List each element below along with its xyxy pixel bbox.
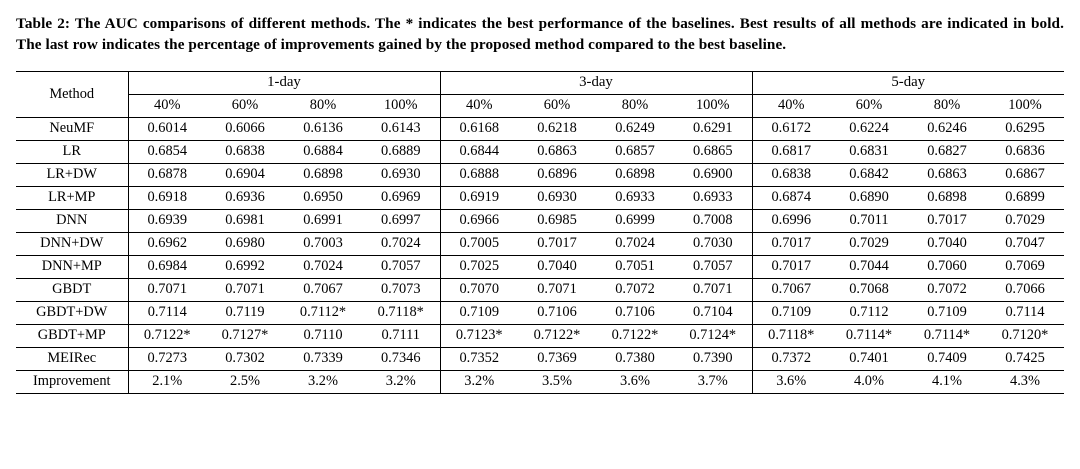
table-cell: 0.6842	[830, 164, 908, 187]
table-cell: 0.6863	[908, 164, 986, 187]
header-1day-40: 40%	[154, 97, 181, 114]
header-group-5day: 5-day	[752, 72, 1064, 95]
table-cell: 0.7346	[362, 348, 440, 371]
table-cell: 0.7069	[986, 256, 1064, 279]
table-cell: 0.7072	[908, 279, 986, 302]
table-cell: 0.7005	[440, 233, 518, 256]
table-cell: 3.2%	[284, 371, 362, 394]
table-cell: 3.5%	[518, 371, 596, 394]
table-cell: 0.7047	[986, 233, 1064, 256]
table-cell: 0.6249	[596, 118, 674, 141]
table-cell: 0.6919	[440, 187, 518, 210]
table-cell: 0.7127*	[206, 325, 284, 348]
table-cell: 0.6838	[206, 141, 284, 164]
header-3day-60: 60%	[543, 97, 571, 114]
table-row	[16, 371, 1064, 394]
table-cell: 2.5%	[206, 371, 284, 394]
table-cell: 0.7057	[674, 256, 752, 279]
header-group-3day: 3-day	[440, 72, 752, 95]
table-cell: 0.7071	[674, 279, 752, 302]
row-method-label: DNN+MP	[16, 256, 128, 279]
table-row	[16, 118, 1064, 141]
table-cell: 0.6246	[908, 118, 986, 141]
table-row	[16, 187, 1064, 210]
table-cell: 0.6014	[128, 118, 206, 141]
table-header-groups	[16, 72, 1064, 95]
table-cell: 0.7017	[752, 256, 830, 279]
table-cell: 0.6890	[830, 187, 908, 210]
table-cell: 0.7114*	[830, 325, 908, 348]
table-cell: 0.6863	[518, 141, 596, 164]
table-cell: 0.6884	[284, 141, 362, 164]
table-cell: 0.7044	[830, 256, 908, 279]
table-cell: 0.7030	[674, 233, 752, 256]
table-cell: 0.7072	[596, 279, 674, 302]
table-cell: 0.6918	[128, 187, 206, 210]
table-cell: 3.2%	[440, 371, 518, 394]
table-cell: 4.0%	[830, 371, 908, 394]
table-cell: 4.1%	[908, 371, 986, 394]
table-cell: 0.6899	[986, 187, 1064, 210]
header-1day-80: 80%	[309, 97, 337, 114]
table-cell: 0.7071	[518, 279, 596, 302]
table-cell: 0.6143	[362, 118, 440, 141]
table-cell: 0.6898	[596, 164, 674, 187]
table-cell: 0.6992	[206, 256, 284, 279]
table-cell: 0.7067	[752, 279, 830, 302]
table-cell: 0.7122*	[128, 325, 206, 348]
table-cell: 0.7024	[284, 256, 362, 279]
row-method-label: LR	[16, 141, 128, 164]
table-cell: 0.7017	[752, 233, 830, 256]
table-row	[16, 141, 1064, 164]
table-cell: 0.6933	[674, 187, 752, 210]
table-cell: 0.7109	[752, 302, 830, 325]
table-cell: 0.7114	[986, 302, 1064, 325]
table-cell: 0.6867	[986, 164, 1064, 187]
table-cell: 0.6836	[986, 141, 1064, 164]
table-cell: 4.3%	[986, 371, 1064, 394]
table-row	[16, 325, 1064, 348]
table-cell: 0.7106	[596, 302, 674, 325]
table-cell: 0.7401	[830, 348, 908, 371]
table-cell: 0.6981	[206, 210, 284, 233]
table-cell: 0.7024	[596, 233, 674, 256]
table-cell: 0.7390	[674, 348, 752, 371]
header-1day-100: 100%	[383, 97, 418, 114]
table-cell: 0.7066	[986, 279, 1064, 302]
table-cell: 0.7040	[518, 256, 596, 279]
table-cell: 0.7017	[908, 210, 986, 233]
table-cell: 0.6936	[206, 187, 284, 210]
table-cell: 0.7073	[362, 279, 440, 302]
table-cell: 0.7003	[284, 233, 362, 256]
table-cell: 0.6939	[128, 210, 206, 233]
row-method-label: GBDT+DW	[16, 302, 128, 325]
table-cell: 0.6218	[518, 118, 596, 141]
table-cell: 0.6838	[752, 164, 830, 187]
table-cell: 0.6898	[284, 164, 362, 187]
table-cell: 0.6900	[674, 164, 752, 187]
row-method-label: DNN	[16, 210, 128, 233]
header-5day-80: 80%	[933, 97, 961, 114]
table-cell: 0.6291	[674, 118, 752, 141]
table-cell: 0.7339	[284, 348, 362, 371]
table-cell: 0.6980	[206, 233, 284, 256]
table-cell: 0.6966	[440, 210, 518, 233]
table-cell: 0.7060	[908, 256, 986, 279]
row-method-label: GBDT	[16, 279, 128, 302]
table-cell: 0.6844	[440, 141, 518, 164]
table-cell: 0.6996	[752, 210, 830, 233]
table-cell: 0.6224	[830, 118, 908, 141]
table-cell: 0.7120*	[986, 325, 1064, 348]
table-cell: 0.6930	[518, 187, 596, 210]
table-cell: 0.7029	[986, 210, 1064, 233]
table-cell: 0.6962	[128, 233, 206, 256]
table-cell: 0.6985	[518, 210, 596, 233]
table-row	[16, 256, 1064, 279]
table-cell: 0.7124*	[674, 325, 752, 348]
table-cell: 0.6817	[752, 141, 830, 164]
table-cell: 0.7122*	[518, 325, 596, 348]
table-cell: 0.6933	[596, 187, 674, 210]
table-cell: 0.6896	[518, 164, 596, 187]
auc-comparison-table	[16, 71, 1064, 394]
header-5day-60: 60%	[855, 97, 883, 114]
table-cell: 0.7122*	[596, 325, 674, 348]
table-cell: 0.7070	[440, 279, 518, 302]
row-method-label: NeuMF	[16, 118, 128, 141]
table-cell: 0.6969	[362, 187, 440, 210]
table-cell: 3.7%	[674, 371, 752, 394]
table-cell: 0.7352	[440, 348, 518, 371]
table-cell: 0.6854	[128, 141, 206, 164]
header-5day-100: 100%	[1008, 97, 1042, 114]
header-3day-80: 80%	[621, 97, 649, 114]
table-cell: 0.7123*	[440, 325, 518, 348]
table-row	[16, 233, 1064, 256]
table-row	[16, 164, 1064, 187]
table-cell: 0.6991	[284, 210, 362, 233]
header-5day-40: 40%	[752, 95, 830, 118]
table-cell: 0.7040	[908, 233, 986, 256]
row-method-label: LR+MP	[16, 187, 128, 210]
table-cell: 0.6865	[674, 141, 752, 164]
table-cell: 0.6984	[128, 256, 206, 279]
table-row	[16, 279, 1064, 302]
table-cell: 0.7008	[674, 210, 752, 233]
table-cell: 0.6898	[908, 187, 986, 210]
header-1day-60: 60%	[231, 97, 259, 114]
table-cell: 0.7111	[362, 325, 440, 348]
table-cell: 0.7112	[830, 302, 908, 325]
table-cell: 0.6136	[284, 118, 362, 141]
table-row	[16, 210, 1064, 233]
table-cell: 0.7068	[830, 279, 908, 302]
table-cell: 0.7067	[284, 279, 362, 302]
table-body	[16, 72, 1064, 394]
table-cell: 0.6904	[206, 164, 284, 187]
header-3day-100: 100%	[695, 97, 730, 114]
table-row	[16, 348, 1064, 371]
table-cell: 0.6930	[362, 164, 440, 187]
row-method-label: Improvement	[16, 371, 128, 394]
table-cell: 0.6889	[362, 141, 440, 164]
table-cell: 0.6878	[128, 164, 206, 187]
table-cell: 3.6%	[596, 371, 674, 394]
table-cell: 0.7029	[830, 233, 908, 256]
table-cell: 0.6997	[362, 210, 440, 233]
table-cell: 0.7017	[518, 233, 596, 256]
table-cell: 3.6%	[752, 371, 830, 394]
table-cell: 0.7112*	[284, 302, 362, 325]
table-header-percent	[16, 95, 1064, 118]
table-cell: 0.6295	[986, 118, 1064, 141]
table-cell: 0.7109	[440, 302, 518, 325]
table-cell: 0.7114	[128, 302, 206, 325]
table-cell: 0.7057	[362, 256, 440, 279]
table-cell: 0.7011	[830, 210, 908, 233]
row-method-label: LR+DW	[16, 164, 128, 187]
table-cell: 0.7071	[206, 279, 284, 302]
table-cell: 0.6999	[596, 210, 674, 233]
table-cell: 0.6172	[752, 118, 830, 141]
table-caption: Table 2: The AUC comparisons of different methods. The * indicates the best performance of the baselines. Best results of all methods are indicated in bold. The last row indicates the percentage of improvements gained by the proposed method compared to the best baseline.	[16, 15, 1064, 53]
table-cell: 0.7071	[128, 279, 206, 302]
table-cell: 0.7425	[986, 348, 1064, 371]
table-cell: 0.7106	[518, 302, 596, 325]
row-method-label: DNN+DW	[16, 233, 128, 256]
table-cell: 0.6874	[752, 187, 830, 210]
table-cell: 0.7118*	[752, 325, 830, 348]
table-cell: 0.7114*	[908, 325, 986, 348]
table-cell: 0.7025	[440, 256, 518, 279]
table-cell: 0.7051	[596, 256, 674, 279]
table-cell: 0.7409	[908, 348, 986, 371]
table-cell: 0.7118*	[362, 302, 440, 325]
row-method-label: MEIRec	[16, 348, 128, 371]
header-method: Method	[16, 72, 128, 118]
table-row	[16, 302, 1064, 325]
table-cell: 0.7110	[284, 325, 362, 348]
table-cell: 0.6831	[830, 141, 908, 164]
table-cell: 0.6950	[284, 187, 362, 210]
table-cell: 0.7302	[206, 348, 284, 371]
row-method-label: GBDT+MP	[16, 325, 128, 348]
table-cell: 3.2%	[362, 371, 440, 394]
table-cell: 0.7024	[362, 233, 440, 256]
table-cell: 0.7109	[908, 302, 986, 325]
header-group-1day: 1-day	[128, 72, 440, 95]
table-cell: 0.7372	[752, 348, 830, 371]
table-cell: 2.1%	[128, 371, 206, 394]
table-cell: 0.7369	[518, 348, 596, 371]
table-cell: 0.6857	[596, 141, 674, 164]
table-cell: 0.6168	[440, 118, 518, 141]
table-cell: 0.6066	[206, 118, 284, 141]
header-3day-40: 40%	[440, 95, 518, 118]
table-cell: 0.7273	[128, 348, 206, 371]
table-cell: 0.6827	[908, 141, 986, 164]
table-cell: 0.7380	[596, 348, 674, 371]
table-cell: 0.7104	[674, 302, 752, 325]
table-cell: 0.6888	[440, 164, 518, 187]
table-cell: 0.7119	[206, 302, 284, 325]
